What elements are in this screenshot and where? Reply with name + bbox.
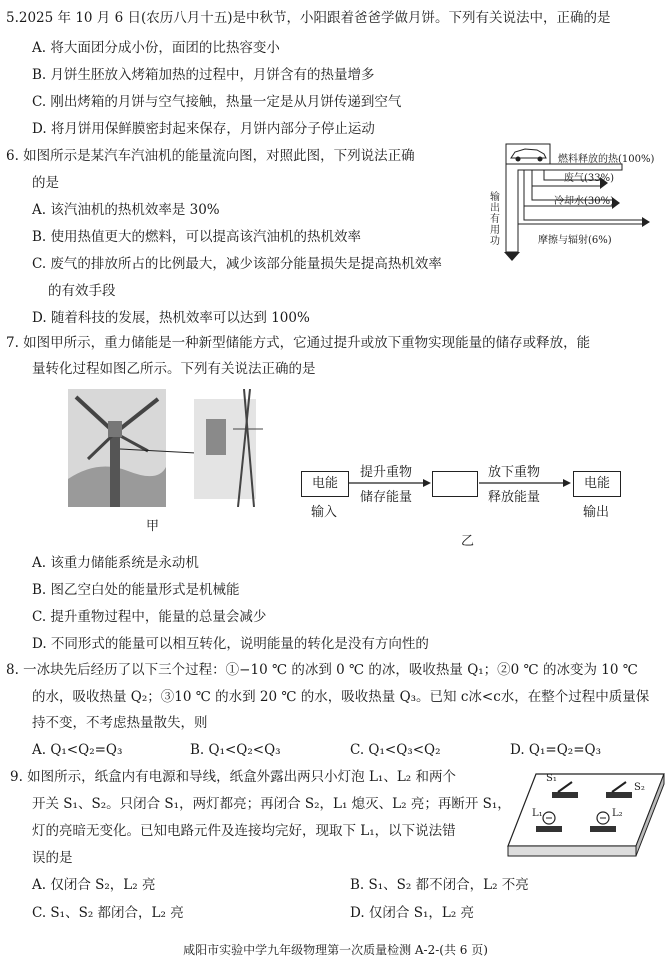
q6-option-c-cont: 的有效手段 xyxy=(48,283,116,299)
q5-stem: 5.2025 年 10 月 6 日(农历八月十五)是中秋节，小阳跟着爸爸学做月饼。下列有关说法中，正确的是 xyxy=(6,10,611,26)
q9-line2: 开关 S₁、S₂。只闭合 S₁，两灯都亮；再闭合 S₂，L₁ 熄灭、L₂ 亮；再断开 S₁， xyxy=(32,796,511,812)
flow-box-blank xyxy=(432,471,478,497)
flow-arrow-1 xyxy=(349,477,431,489)
q5-option-c: C. 刚出烤箱的月饼与空气接触，热量一定是从月饼传递到空气 xyxy=(32,94,402,110)
l2-label: L₂ xyxy=(612,808,623,819)
q8-line2: 的水，吸收热量 Q₂；③10 ℃ 的水到 20 ℃ 的水，吸收热量 Q₃。已知 c冰<c水，在整个过程中质量保 xyxy=(32,689,650,705)
q8-line1: 8. 一冰块先后经历了以下三个过程：①−10 ℃ 的冰到 0 ℃ 的冰，吸收热量 Q₁；②0 ℃ 的冰变为 10 ℃ xyxy=(6,662,638,678)
flow-box-electric-in-label: 电能 xyxy=(311,476,338,491)
useful-work-label: 输出有用功 xyxy=(490,192,500,247)
arrow1-bottom-label: 储存能量 xyxy=(360,490,413,505)
q6-stem-line2: 的是 xyxy=(32,175,59,191)
circuit-box-diagram xyxy=(506,770,666,860)
q9-option-d: D. 仅闭合 S₁，L₂ 亮 xyxy=(350,905,475,921)
q6-option-b: B. 使用热值更大的燃料，可以提高该汽油机的热机效率 xyxy=(32,229,362,245)
q9-option-b: B. S₁、S₂ 都不闭合，L₂ 不亮 xyxy=(350,877,529,893)
q5-option-b: B. 月饼生胚放入烤箱加热的过程中，月饼含有的热量增多 xyxy=(32,67,375,83)
q8-line3: 持不变，不考虑热量散失，则 xyxy=(32,715,208,731)
energy-flow-diagram xyxy=(482,140,667,265)
fuel-heat-label: 燃料释放的热(100%) xyxy=(558,154,655,165)
q9-line1: 9. 如图所示，纸盒内有电源和导线，纸盒外露出两只小灯泡 L₁、L₂ 和两个 xyxy=(10,769,457,785)
crane-photo-svg xyxy=(68,389,263,507)
page-footer: 咸阳市实验中学九年级物理第一次质量检测 A-2-(共 6 页) xyxy=(183,943,488,957)
car-icon xyxy=(506,144,550,164)
arrow2-bottom-label: 释放能量 xyxy=(488,490,541,505)
s1-label: S₁ xyxy=(546,773,557,784)
q8-option-a: A. Q₁<Q₂=Q₃ xyxy=(32,742,123,758)
q6-option-a: A. 该汽油机的热机效率是 30% xyxy=(32,202,220,218)
flow-box-electric-out xyxy=(573,471,621,497)
arrow1-top-label: 提升重物 xyxy=(360,465,413,480)
flow-arrow-2 xyxy=(479,477,571,489)
q7-stem-line2: 量转化过程如图乙所示。下列有关说法正确的是 xyxy=(32,361,316,377)
q8-option-c: C. Q₁<Q₃<Q₂ xyxy=(350,742,441,758)
fig-a-caption: 甲 xyxy=(146,519,160,534)
q9-option-a: A. 仅闭合 S₂，L₂ 亮 xyxy=(32,877,156,893)
arrow2-top-label: 放下重物 xyxy=(488,465,541,480)
s2-label: S₂ xyxy=(634,782,645,793)
q7-option-d: D. 不同形式的能量可以相互转化，说明能量的转化是没有方向性的 xyxy=(32,636,429,652)
flow-box-electric-in xyxy=(301,471,349,497)
fig-b-caption: 乙 xyxy=(461,534,475,549)
exhaust-label: 废气(33%) xyxy=(564,173,615,184)
l1-label: L₁ xyxy=(532,808,543,819)
q8-option-b: B. Q₁<Q₂<Q₃ xyxy=(190,742,281,758)
q6-stem-line1: 6. 如图所示是某汽车汽油机的能量流向图，对照此图，下列说法正确 xyxy=(6,148,415,164)
q6-option-c: C. 废气的排放所占的比例最大，减少该部分能量损失是提高热机效率 xyxy=(32,256,442,272)
q9-line3: 灯的亮暗无变化。已知电路元件及连接均完好，现取下 L₁，以下说法错 xyxy=(32,823,456,839)
q7-stem-line1: 7. 如图甲所示，重力储能是一种新型储能方式，它通过提升或放下重物实现能量的储存或释放，能 xyxy=(6,335,591,351)
coolant-label: 冷却水(30%) xyxy=(554,196,615,207)
q5-option-d: D. 将月饼用保鲜膜密封起来保存，月饼内部分子停止运动 xyxy=(32,121,375,137)
q9-line4: 误的是 xyxy=(32,850,73,866)
flow-box3-sub: 输出 xyxy=(583,505,610,520)
q5-option-a: A. 将大面团分成小份，面团的比热容变小 xyxy=(32,40,280,56)
q6-option-d: D. 随着科技的发展，热机效率可以达到 100% xyxy=(32,310,310,326)
q7-option-b: B. 图乙空白处的能量形式是机械能 xyxy=(32,582,240,598)
q8-option-d: D. Q₁=Q₂=Q₃ xyxy=(510,742,601,758)
flow-box-electric-out-label: 电能 xyxy=(583,476,610,491)
q9-option-c: C. S₁、S₂ 都闭合，L₂ 亮 xyxy=(32,905,184,921)
friction-label: 摩擦与辐射(6%) xyxy=(538,235,612,246)
q7-option-a: A. 该重力储能系统是永动机 xyxy=(32,555,199,571)
crane-photo xyxy=(68,389,263,507)
q7-option-c: C. 提升重物过程中，能量的总量会减少 xyxy=(32,609,267,625)
flow-box1-sub: 输入 xyxy=(311,505,338,520)
